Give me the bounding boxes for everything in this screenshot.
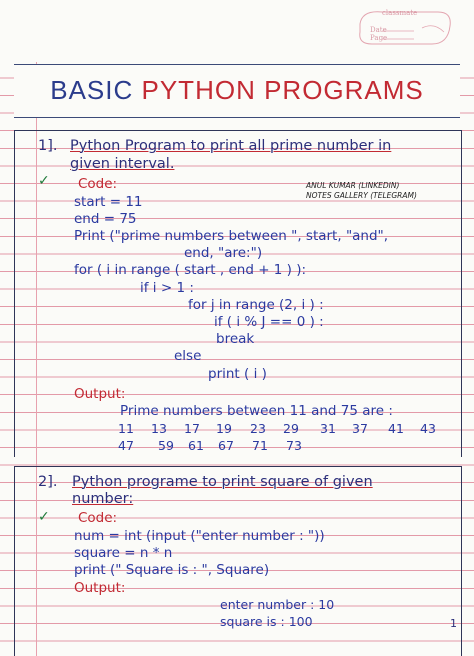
code-line: num = int (input ("enter number : ")) (74, 528, 325, 544)
section-2-output-label: Output: (74, 580, 126, 596)
section-2-heading-line2: number: (72, 491, 134, 507)
section-1-heading-line2: given interval. (70, 156, 175, 172)
credit-line2: NOTES GALLERY (TELEGRAM) (306, 191, 417, 200)
prime-value: 67 (218, 438, 234, 453)
prime-value: 31 (320, 421, 336, 436)
code-line: if i > 1 : (140, 280, 194, 296)
stamp-date-label: Date (370, 26, 387, 34)
section-2-heading-line1: Python programe to print square of given (72, 474, 373, 490)
prime-value: 29 (283, 421, 299, 436)
code-line: for ( i in range ( start , end + 1 ) ): (74, 262, 307, 278)
code-line: start = 11 (74, 194, 143, 210)
section-1-output-label: Output: (74, 386, 126, 402)
code-line: if ( i % J == 0 ) : (214, 314, 324, 330)
output-heading: Prime numbers between 11 and 75 are : (120, 403, 393, 419)
prime-value: 47 (118, 438, 134, 453)
code-line: end, "are:") (184, 245, 263, 261)
code-line: square = n * n (74, 545, 173, 561)
section-1-code-label: Code: (78, 176, 118, 192)
stamp-brand: classmate (382, 9, 418, 17)
output-line: enter number : 10 (220, 597, 335, 612)
checkmark-icon: ✓ (38, 173, 50, 189)
section-2-code-label: Code: (78, 510, 118, 526)
section-1-number: 1]. (38, 138, 58, 154)
title-word-python: PYTHON (141, 75, 256, 105)
title-box (14, 64, 460, 118)
title-word-basic: BASIC (50, 75, 134, 105)
checkmark-icon: ✓ (38, 509, 50, 525)
prime-value: 73 (286, 438, 302, 453)
prime-value: 59 (158, 438, 174, 453)
prime-value: 37 (352, 421, 368, 436)
code-line: end = 75 (74, 211, 137, 227)
output-line: square is : 100 (220, 614, 313, 629)
prime-value: 61 (188, 438, 204, 453)
code-line: else (174, 348, 202, 364)
prime-value: 23 (250, 421, 266, 436)
prime-value: 41 (388, 421, 404, 436)
prime-value: 13 (151, 421, 167, 436)
code-line: break (216, 331, 255, 347)
title-word-programs: PROGRAMS (264, 75, 424, 105)
page-number: 1 (450, 617, 457, 630)
section-2-number: 2]. (38, 474, 58, 490)
page-title (14, 75, 460, 106)
prime-value: 71 (252, 438, 268, 453)
code-line: print (" Square is : ", Square) (74, 562, 270, 578)
code-line: for j in range (2, i ) : (188, 297, 324, 313)
prime-value: 11 (118, 421, 134, 436)
prime-value: 43 (420, 421, 436, 436)
prime-value: 19 (216, 421, 232, 436)
section-1-heading-line1: Python Program to print all prime number in (70, 138, 392, 154)
code-line: Print ("prime numbers between ", start, "and", (74, 228, 389, 244)
stamp-page-label: Page (370, 34, 388, 42)
credit-line1: ANUL KUMAR (LINKEDIN) (306, 181, 400, 190)
prime-value: 17 (184, 421, 200, 436)
code-line: print ( i ) (208, 366, 267, 382)
